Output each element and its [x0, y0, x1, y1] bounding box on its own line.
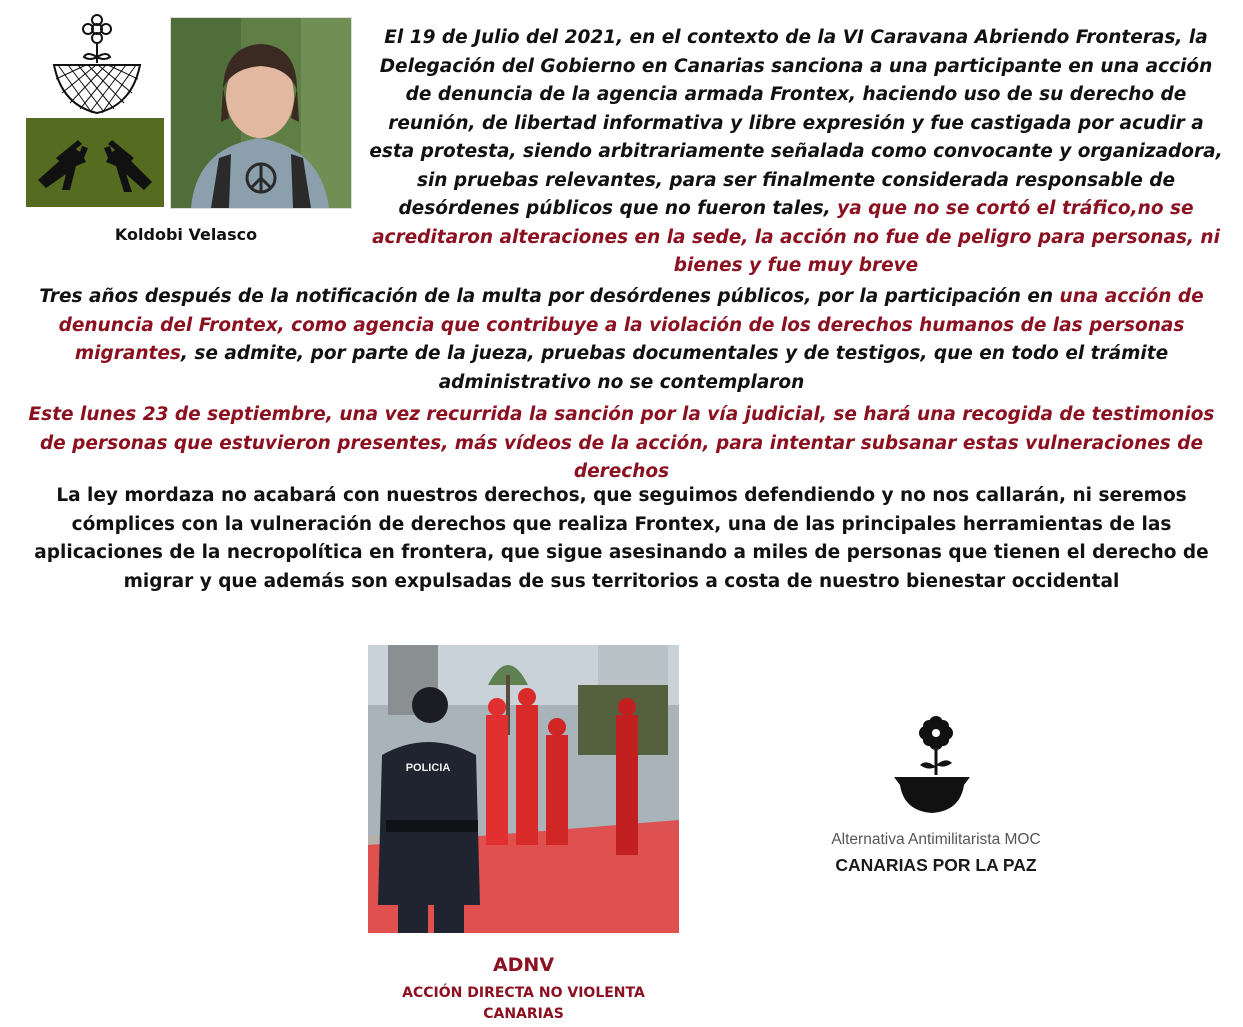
- portrait-caption: Koldobi Velasco: [114, 225, 258, 244]
- paragraph-gag-law: La ley mordaza no acabará con nuestros derechos, que seguimos defendiendo y no nos callarán, ni seremos cómplices con la vulneración de derechos que realiza Frontex, una de las principales herramientas de las aplicaciones de la necropolítica en frontera, que sigue asesinando a miles de personas que tienen el derecho de migrar y que además son expulsadas de sus territorios a costa de nuestro bienestar occidental: [34, 485, 1209, 592]
- adnv-title: ADNV: [492, 954, 555, 976]
- portrait-photo: [170, 17, 352, 209]
- moc-org-name: Alternativa Antimilitarista MOC: [831, 831, 1041, 848]
- paragraph-three-years-end: , se admite, por parte de la jueza, pruebas documentales y de testigos, que en todo el trámite administrativo no se contemplaron: [180, 343, 1169, 393]
- paragraph-monday-notice: Este lunes 23 de septiembre, una vez recurrida la sanción por la vía judicial, se hará una recogida de testimonios de personas que estuvieron presentes, más vídeos de la acción, para intentar subsanar estas vulneraciones de derechos: [28, 404, 1215, 482]
- adnv-subtitle-line2: CANARIAS: [483, 1006, 564, 1022]
- flower-net-logo: [52, 13, 143, 118]
- broken-rifle-icon: [26, 118, 164, 207]
- adnv-subtitle-line1: ACCIÓN DIRECTA NO VIOLENTA: [402, 985, 645, 1001]
- paragraph-three-years-start: Tres años después de la notificación de la multa por desórdenes públicos, por la participación en: [39, 286, 1060, 307]
- flower-helmet-icon: [892, 715, 972, 815]
- broken-rifles-logo: [26, 118, 164, 207]
- paragraph-three-years-highlight: una acción de denuncia del Frontex, como agencia que contribuye a la violación de los derechos humanos de las personas migrantes: [58, 286, 1204, 364]
- person-portrait-icon: [171, 18, 351, 208]
- moc-org-tagline: CANARIAS POR LA PAZ: [835, 855, 1037, 875]
- moc-logo: [892, 715, 972, 815]
- police-vest-label: POLICIA: [405, 762, 451, 774]
- protest-scene-icon: [368, 645, 679, 933]
- adnv-subtitle: [368, 983, 679, 1025]
- paragraph-sanction: [365, 24, 1227, 281]
- protest-photo: [368, 645, 679, 933]
- paragraph-three-years: [10, 283, 1233, 397]
- paragraph-sanction-text: El 19 de Julio del 2021, en el contexto de la VI Caravana Abriendo Fronteras, la Delegación del Gobierno en Canarias sanciona a una participante en una acción de denuncia de la agencia armada Frontex, haciendo uso de su derecho de reunión, de libertad informativa y libre expresión y fue castigada por acudir a esta protesta, siendo arbitrariamente señalada como convocante y organizadora, sin pruebas relevantes, para ser finalmente considerada responsable de desórdenes públicos que no fueron tales,: [369, 27, 1223, 219]
- flower-net-icon: [52, 13, 143, 118]
- paragraph-sanction-highlight: ya que no se cortó el tráfico,no se acreditaron alteraciones en la sede, la acción no fue de peligro para personas, ni bienes y fue muy breve: [372, 198, 1220, 276]
